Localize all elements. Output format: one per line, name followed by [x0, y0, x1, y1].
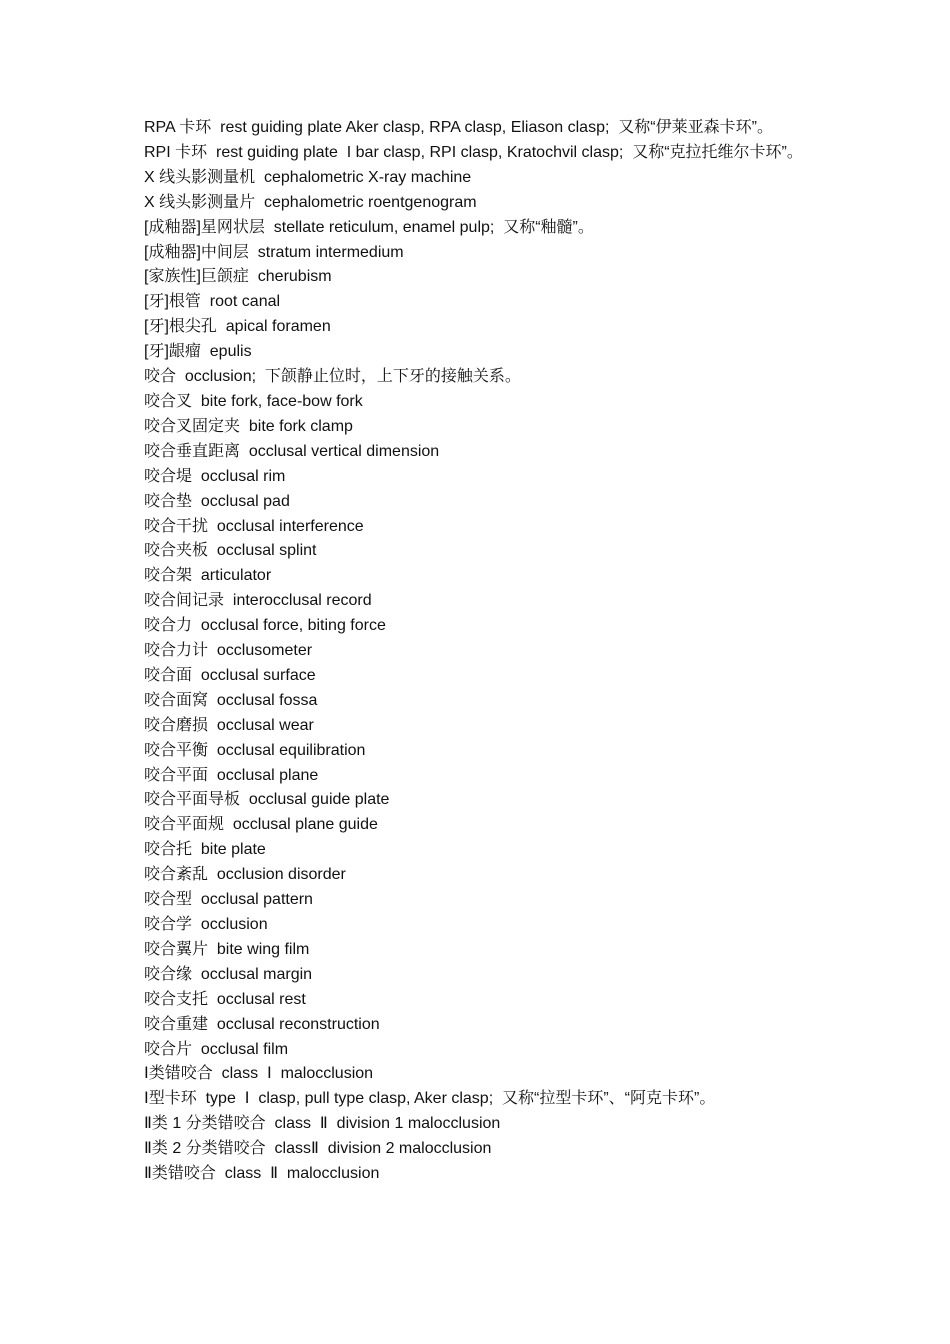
- glossary-entry: 咬合片 occlusal film: [144, 1040, 289, 1058]
- glossary-entry: 咬合缘 occlusal margin: [144, 965, 313, 983]
- glossary-entry: 咬合垫 occlusal pad: [144, 492, 290, 510]
- glossary-entry: 咬合平面 occlusal plane: [144, 766, 319, 784]
- glossary-entry: [牙]根管 root canal: [144, 293, 281, 311]
- glossary-entry: X 线头影测量片 cephalometric roentgenogram: [144, 193, 477, 211]
- glossary-entry: 咬合夹板 occlusal splint: [144, 542, 317, 560]
- glossary-entry: Ⅱ类错咬合 class Ⅱ malocclusion: [144, 1165, 380, 1183]
- glossary-entry: 咬合支托 occlusal rest: [144, 990, 306, 1008]
- glossary-entry: 咬合平面规 occlusal plane guide: [144, 816, 378, 834]
- glossary-entry: 咬合叉 bite fork, face-bow fork: [144, 392, 363, 410]
- glossary-entry: 咬合面窝 occlusal fossa: [144, 691, 318, 709]
- glossary-entry: 咬合学 occlusion: [144, 916, 268, 933]
- glossary-entry: 咬合翼片 bite wing film: [144, 940, 310, 958]
- glossary-entry: [牙]根尖孔 apical foramen: [144, 318, 331, 336]
- glossary-entry: 咬合堤 occlusal rim: [144, 467, 286, 485]
- glossary-entry: 咬合面 occlusal surface: [144, 666, 316, 684]
- glossary-entry: Ⅱ类 2 分类错咬合 classⅡ division 2 malocclusion: [144, 1140, 492, 1158]
- glossary-entry: 咬合叉固定夹 bite fork clamp: [144, 417, 353, 435]
- glossary-entry: 咬合干扰 occlusal interference: [144, 517, 364, 535]
- glossary-entry: 咬合型 occlusal pattern: [144, 891, 313, 909]
- glossary-entry: 咬合磨损 occlusal wear: [144, 716, 314, 734]
- glossary-entry: 咬合力 occlusal force, biting force: [144, 617, 386, 635]
- glossary-entry: 咬合间记录 interocclusal record: [144, 592, 372, 610]
- glossary-entry: [家族性]巨颌症 cherubism: [144, 268, 332, 286]
- glossary-entry: 咬合架 articulator: [144, 567, 272, 585]
- glossary-entry: RPI 卡环 rest guiding plate I bar clasp, RPI clasp, Kratochvil clasp; 又称“克拉托维尔卡环”。: [144, 143, 803, 161]
- glossary-entry-list: [144, 116, 816, 1187]
- glossary-entry: [成釉器]星网状层 stellate reticulum, enamel pulp; 又称“釉髓”。: [144, 218, 594, 236]
- glossary-entry: [牙]龈瘤 epulis: [144, 343, 252, 361]
- glossary-entry: 咬合平衡 occlusal equilibration: [144, 741, 366, 759]
- glossary-entry: [成釉器]中间层 stratum intermedium: [144, 243, 404, 261]
- glossary-entry: 咬合 occlusion; 下颌静止位时，上下牙的接触关系。: [144, 368, 521, 386]
- glossary-entry: Ⅱ类 1 分类错咬合 class Ⅱ division 1 malocclusion: [144, 1115, 501, 1133]
- glossary-entry: 咬合平面导板 occlusal guide plate: [144, 791, 390, 809]
- glossary-entry: RPA 卡环 rest guiding plate Aker clasp, RPA clasp, Eliason clasp; 又称“伊莱亚森卡环”。: [144, 119, 773, 136]
- glossary-entry: 咬合托 bite plate: [144, 841, 266, 859]
- glossary-entry: Ⅰ型卡环 type Ⅰ clasp, pull type clasp, Aker clasp; 又称“拉型卡环”、“阿克卡环”。: [144, 1090, 716, 1108]
- glossary-entry: Ⅰ类错咬合 class Ⅰ malocclusion: [144, 1065, 374, 1083]
- glossary-entry: 咬合紊乱 occlusion disorder: [144, 866, 346, 884]
- glossary-entry: 咬合重建 occlusal reconstruction: [144, 1015, 380, 1033]
- glossary-entry: 咬合力计 occlusometer: [144, 642, 313, 660]
- glossary-entry: 咬合垂直距离 occlusal vertical dimension: [144, 442, 440, 460]
- glossary-entry: X 线头影测量机 cephalometric X-ray machine: [144, 168, 472, 186]
